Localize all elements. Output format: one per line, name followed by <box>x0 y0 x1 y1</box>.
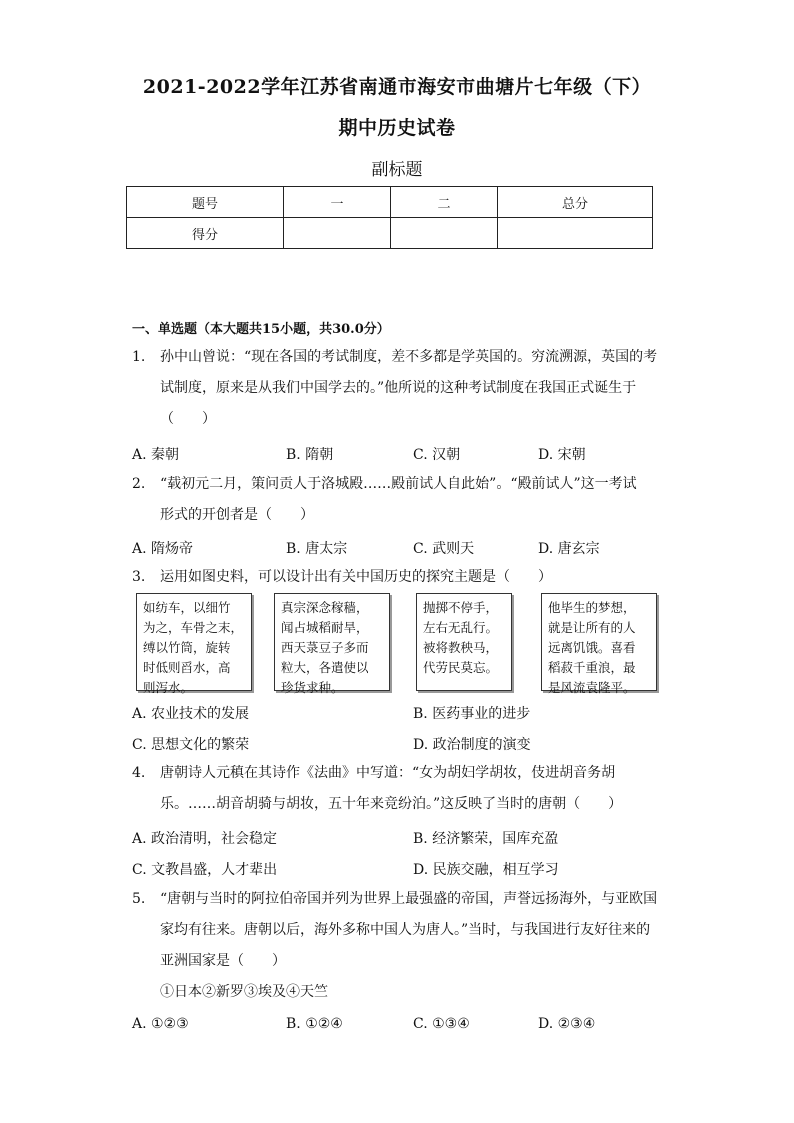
question-text: “唐朝与当时的阿拉伯帝国并列为世界上最强盛的帝国，声誉远扬海外，与亚欧国 <box>160 891 658 907</box>
source-box-1 <box>136 593 252 695</box>
question-text: 亚洲国家是（ ） <box>160 953 286 969</box>
box-line: 远离饥饿。喜看 <box>548 640 636 655</box>
box-line: 则泻水。 <box>143 680 194 695</box>
source-box-4 <box>541 593 657 695</box>
question-number: 1. <box>132 349 146 365</box>
question-text: 唐朝诗人元稹在其诗作《法曲》中写道：“女为胡妇学胡妆，伎进胡音务胡 <box>160 765 616 781</box>
box-line: 西天菉豆子多而 <box>281 640 369 655</box>
question-number: 2. <box>132 476 146 492</box>
question-text: 乐。……胡音胡骑与胡妆，五十年来竞纷泊。”这反映了当时的唐朝（ ） <box>160 796 623 812</box>
option-a[interactable]: A. 隋炀帝 <box>132 541 194 557</box>
question-text: ①日本②新罗③埃及④天竺 <box>160 984 328 1000</box>
question-number: 5. <box>132 891 146 907</box>
question-1 <box>132 342 662 435</box>
box-line: 稻菽千重浪，最 <box>548 660 636 675</box>
question-text: 孙中山曾说：“现在各国的考试制度，差不多都是学英国的。穷流溯源，英国的考 <box>160 349 658 365</box>
question-number: 4. <box>132 765 146 781</box>
box-line: 左右无乱行。 <box>423 620 499 635</box>
score-cell[interactable] <box>498 218 653 249</box>
option-d[interactable]: D. ②③④ <box>538 1016 596 1032</box>
source-box-2 <box>274 593 390 695</box>
option-d[interactable]: D. 政治制度的演变 <box>413 737 531 753</box>
option-d[interactable]: D. 唐玄宗 <box>538 541 600 557</box>
score-header-cell: 题号 <box>127 187 284 218</box>
question-3 <box>132 562 662 593</box>
option-b[interactable]: B. 唐太宗 <box>286 541 348 557</box>
box-line: 缚以竹筒，旋转 <box>143 640 231 655</box>
box-line: 代劳民莫忘。 <box>423 660 499 675</box>
box-line: 闻占城稻耐旱， <box>281 620 369 635</box>
score-cell[interactable] <box>391 218 498 249</box>
box-line: 如纺车，以细竹 <box>143 600 231 615</box>
score-header-cell: 二 <box>391 187 498 218</box>
score-header-cell: 总分 <box>498 187 653 218</box>
question-text: 试制度，原来是从我们中国学去的。”他所说的这种考试制度在我国正式诞生于 <box>160 380 637 396</box>
box-line: 珍货求种。 <box>281 680 344 695</box>
box-line: 时低则舀水，高 <box>143 660 231 675</box>
question-text: 家均有往来。唐朝以后，海外多称中国人为唐人。”当时，与我国进行友好往来的 <box>160 922 651 938</box>
question-text: 运用如图史料，可以设计出有关中国历史的探究主题是（ ） <box>160 569 552 585</box>
option-b[interactable]: B. ①②④ <box>286 1016 343 1032</box>
option-c[interactable]: C. 汉朝 <box>413 447 461 463</box>
question-5 <box>132 884 662 1008</box>
option-b[interactable]: B. 隋朝 <box>286 447 334 463</box>
score-table-header-row <box>127 187 653 218</box>
option-b[interactable]: B. 医药事业的进步 <box>413 706 531 722</box>
option-b[interactable]: B. 经济繁荣，国库充盈 <box>413 831 559 847</box>
box-line: 他毕生的梦想， <box>548 600 636 615</box>
option-a[interactable]: A. 农业技术的发展 <box>132 706 250 722</box>
subtitle: 副标题 <box>371 160 423 180</box>
question-text: （ ） <box>160 411 216 427</box>
option-a[interactable]: A. 秦朝 <box>132 447 180 463</box>
box-line: 为之，车骨之末， <box>143 620 244 635</box>
title-line-2: 期中历史试卷 <box>338 117 456 139</box>
score-row-label: 得分 <box>127 218 284 249</box>
section-title: 一、单选题（本大题共15小题，共30.0分） <box>132 322 390 337</box>
option-c[interactable]: C. 思想文化的繁荣 <box>132 737 250 753</box>
box-line: 真宗深念稼穑， <box>281 600 369 615</box>
option-a[interactable]: A. ①②③ <box>132 1016 189 1032</box>
question-2 <box>132 469 662 531</box>
question-text: 形式的开创者是（ ） <box>160 507 314 523</box>
question-text: “载初元二月，策问贡人于洛城殿……殿前试人自此始”。“殿前试人”这一考试 <box>160 476 637 492</box>
option-d[interactable]: D. 民族交融，相互学习 <box>413 862 559 878</box>
box-line: 抛掷不停手， <box>423 600 499 615</box>
source-box-3 <box>416 593 512 691</box>
score-table-score-row <box>127 218 653 249</box>
box-line: 粒大，各遣使以 <box>281 660 369 675</box>
score-table <box>126 186 653 249</box>
option-c[interactable]: C. ①③④ <box>413 1016 470 1032</box>
option-c[interactable]: C. 武则天 <box>413 541 475 557</box>
score-cell[interactable] <box>284 218 391 249</box>
box-line: 被将教秧马， <box>423 640 499 655</box>
option-d[interactable]: D. 宋朝 <box>538 447 586 463</box>
score-header-cell: 一 <box>284 187 391 218</box>
option-a[interactable]: A. 政治清明，社会稳定 <box>132 831 278 847</box>
option-c[interactable]: C. 文教昌盛，人才辈出 <box>132 862 278 878</box>
question-number: 3. <box>132 569 146 585</box>
title-line-1: 2021-2022学年江苏省南通市海安市曲塘片七年级（下） <box>142 76 652 98</box>
box-line: 就是让所有的人 <box>548 620 636 635</box>
question-4 <box>132 758 662 820</box>
box-line: 是风流袁隆平。 <box>548 680 636 695</box>
